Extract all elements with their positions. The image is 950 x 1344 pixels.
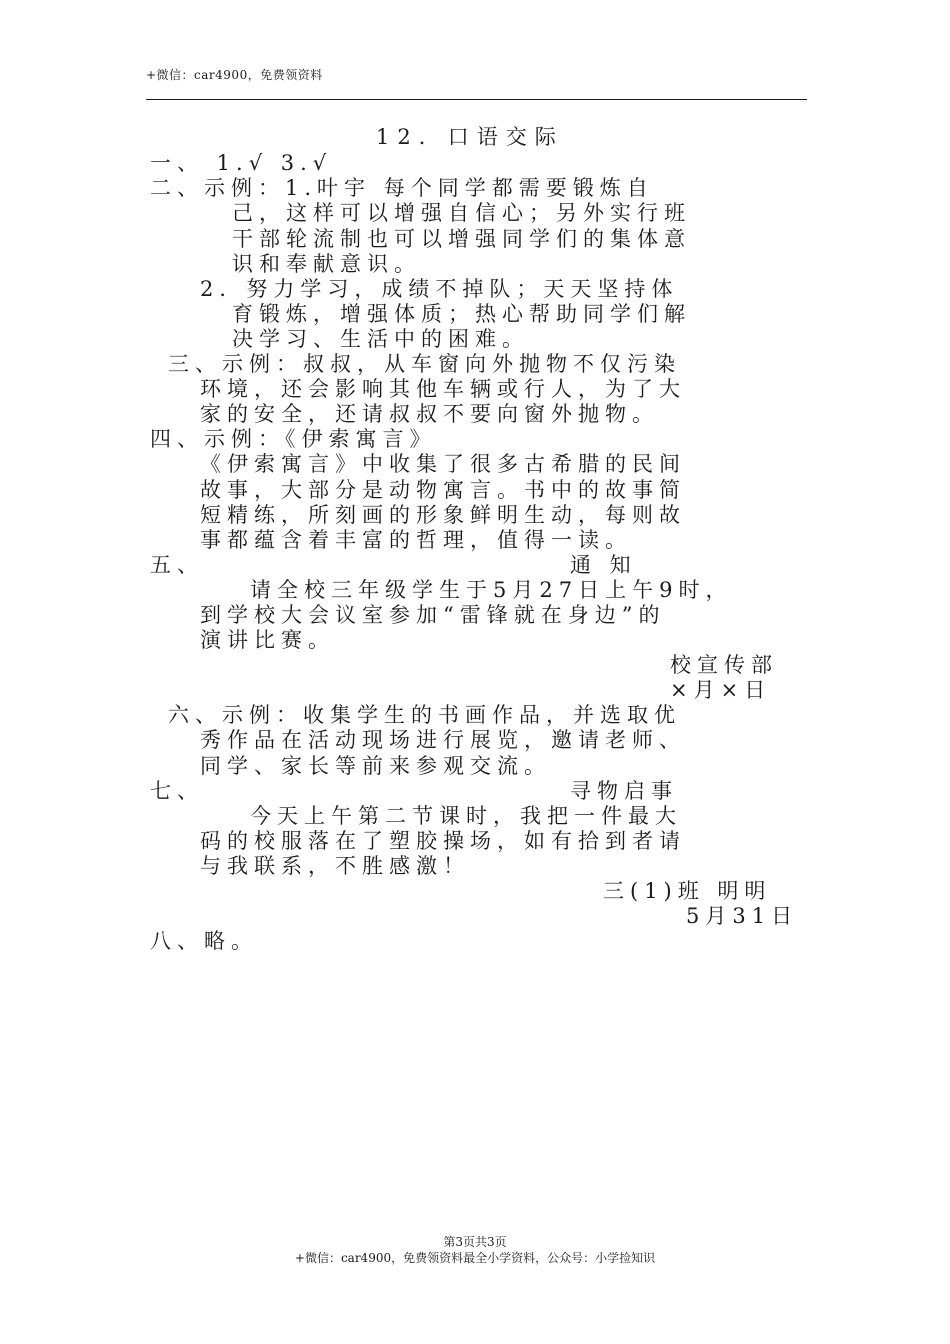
answer-line: 六、示例：收集学生的书画作品，并选取优 <box>168 703 681 727</box>
answer-line: 家的安全，还请叔叔不要向窗外抛物。 <box>200 402 659 426</box>
footer-watermark: +微信：car4900，免费领资料最全小学资料，公众号：小学捡知识 <box>294 1251 656 1265</box>
answer-line: 《伊索寓言》中收集了很多古希腊的民间 <box>200 452 686 476</box>
answer-line: 八、略。 <box>150 929 258 953</box>
answer-line: 请全校三年级学生于5月27日上午9时， <box>250 578 733 602</box>
page-title: 12．口语交际 <box>376 125 564 149</box>
page-number: 第3页共3页 <box>443 1235 507 1249</box>
answer-line: 故事，大部分是动物寓言。书中的故事简 <box>200 478 686 502</box>
answer-line: 与我联系，不胜感激！ <box>200 854 470 878</box>
answer-line: 育锻炼，增强体质；热心帮助同学们解 <box>232 302 691 326</box>
answer-line: 三、示例：叔叔，从车窗向外抛物不仅污染 <box>168 352 681 376</box>
header-watermark: +微信：car4900，免费领资料 <box>146 68 323 82</box>
answer-line: 短精练，所刻画的形象鲜明生动，每则故 <box>200 503 686 527</box>
answer-line: 识和奉献意识。 <box>232 252 421 276</box>
answer-line: 今天上午第二节课时，我把一件最大 <box>250 804 682 828</box>
lost-notice-date: 5月31日 <box>686 904 799 928</box>
lost-notice-signature: 三(1)班 明明 <box>603 879 772 903</box>
answer-line: 码的校服落在了塑胶操场，如有拾到者请 <box>200 829 686 853</box>
answer-line: 干部轮流制也可以增强同学们的集体意 <box>232 227 691 251</box>
answer-line: 同学、家长等前来参观交流。 <box>200 754 551 778</box>
answer-line: 四、示例：《伊索寓言》 <box>150 427 437 451</box>
answer-line: 事都蕴含着丰富的哲理，值得一读。 <box>200 528 632 552</box>
answer-line: 己，这样可以增强自信心；另外实行班 <box>232 201 691 225</box>
answer-line: 2．努力学习，成绩不掉队；天天坚持体 <box>200 277 679 301</box>
answer-line: 五、 <box>150 553 204 577</box>
answer-line: 环境，还会影响其他车辆或行人，为了大 <box>200 377 686 401</box>
answer-line: 决学习、生活中的困难。 <box>232 327 529 351</box>
answer-line: 到学校大会议室参加“雷锋就在身边”的 <box>200 603 666 627</box>
lost-notice-title: 寻物启事 <box>570 779 678 803</box>
answer-line: 二、示例：1.叶宇 每个同学都需要锻炼自 <box>150 176 654 200</box>
notice-title: 通 知 <box>570 553 637 577</box>
answer-line: 演讲比赛。 <box>200 628 335 652</box>
notice-signature: 校宣传部 <box>670 653 778 677</box>
header-rule <box>146 99 807 100</box>
notice-date: ×月×日 <box>670 678 772 702</box>
answer-line: 七、 <box>150 779 204 803</box>
answer-line: 秀作品在活动现场进行展览，邀请老师、 <box>200 728 686 752</box>
answer-line: 一、 1.√ 3.√ <box>150 151 333 175</box>
